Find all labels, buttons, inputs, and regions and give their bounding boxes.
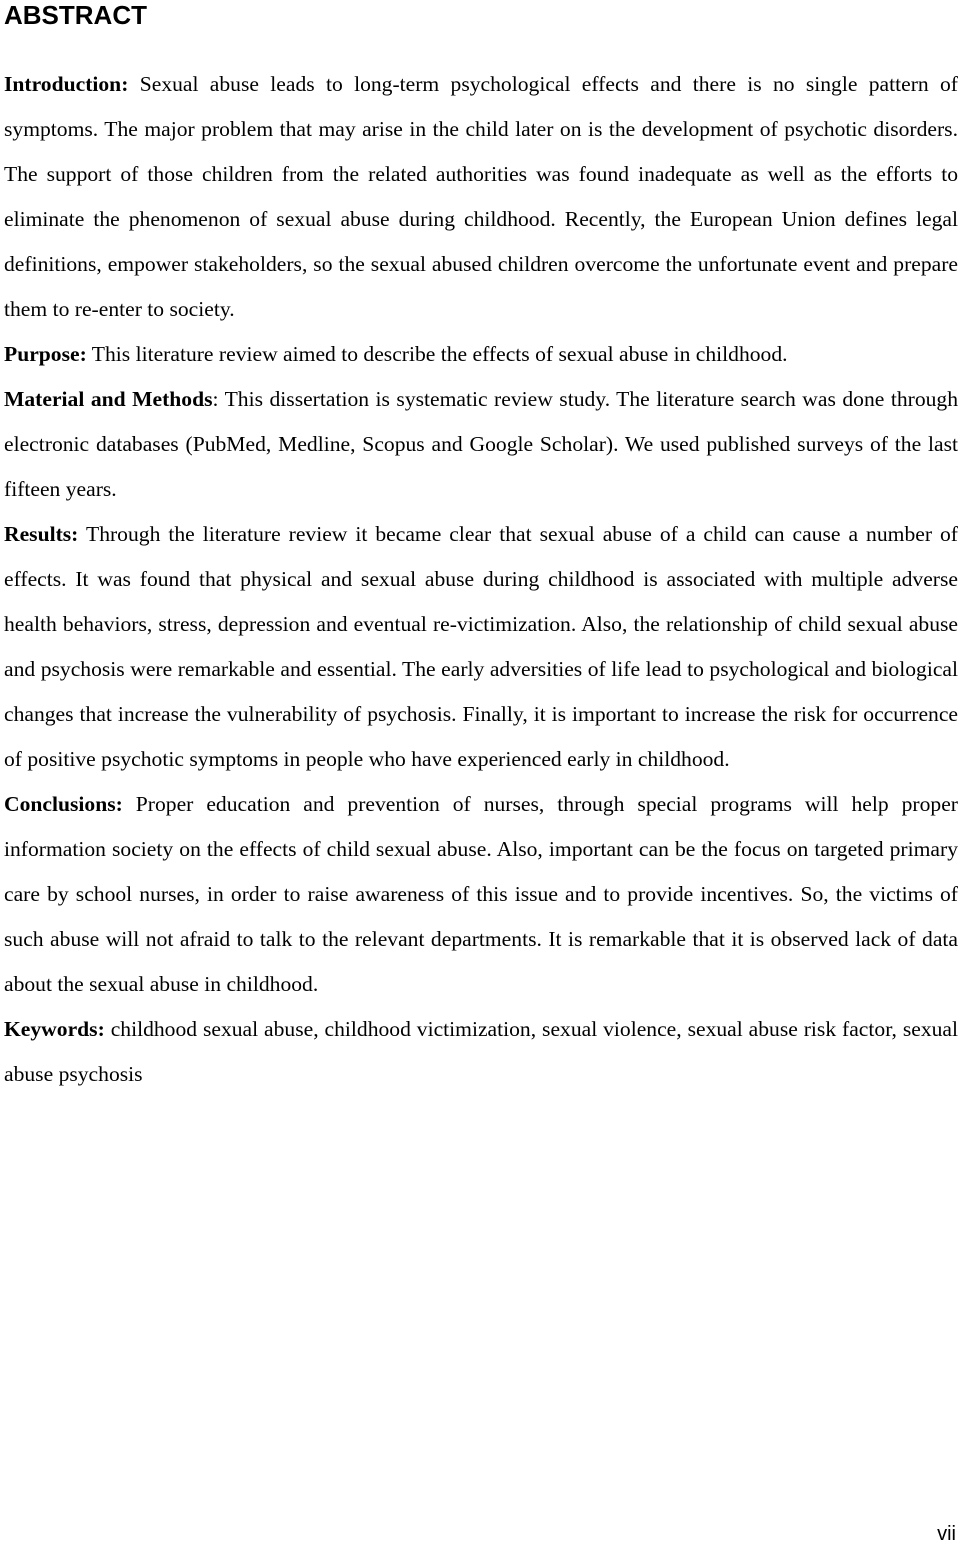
keywords-paragraph xyxy=(4,1007,958,1097)
results-paragraph xyxy=(4,512,958,782)
purpose-paragraph xyxy=(4,332,958,377)
methods-text: : This dissertation is systematic review study. The literature search was done through electronic databases (PubMed, Medline, Scopus and Google Scholar). We used published surveys of the last fifteen years. xyxy=(4,387,959,501)
document-page xyxy=(4,0,958,1097)
conclusions-label: Conclusions: xyxy=(4,792,123,816)
introduction-text: Sexual abuse leads to long-term psychological effects and there is no single pattern of symptoms. The major problem that may arise in the child later on is the development of psychotic disorders. The support of those children from the related authorities was found inadequate as well as the efforts to eliminate the phenomenon of sexual abuse during childhood. Recently, the European Union defines legal definitions, empower stakeholders, so the sexual abused children overcome the unfortunate event and prepare them to re-enter to society. xyxy=(4,72,958,321)
keywords-label: Keywords: xyxy=(4,1017,105,1041)
page-number: vii xyxy=(937,1523,956,1545)
conclusions-text: Proper education and prevention of nurses, through special programs will help proper information society on the effects of child sexual abuse. Also, important can be the focus on targeted primary care by school nurses, in order to raise awareness of this issue and to provide incentives. So, the victims of such abuse will not afraid to talk to the relevant departments. It is remarkable that it is observed lack of data about the sexual abuse in childhood. xyxy=(4,792,958,996)
methods-paragraph xyxy=(4,377,958,512)
results-label: Results: xyxy=(4,522,79,546)
purpose-label: Purpose: xyxy=(4,342,87,366)
keywords-text: childhood sexual abuse, childhood victimization, sexual violence, sexual abuse risk factor, sexual abuse psychosis xyxy=(4,1017,958,1086)
introduction-paragraph xyxy=(4,62,958,332)
conclusions-paragraph xyxy=(4,782,958,1007)
purpose-text: This literature review aimed to describe the effects of sexual abuse in childhood. xyxy=(91,342,788,366)
methods-label: Material and Methods xyxy=(4,387,213,411)
introduction-label: Introduction: xyxy=(4,72,129,96)
page-title: ABSTRACT xyxy=(4,0,147,30)
results-text: Through the literature review it became clear that sexual abuse of a child can cause a number of effects. It was found that physical and sexual abuse during childhood is associated with multiple adverse health behaviors, stress, depression and eventual re-victimization. Also, the relationship of child sexual abuse and psychosis were remarkable and essential. The early adversities of life lead to psychological and biological changes that increase the vulnerability of psychosis. Finally, it is important to increase the risk for occurrence of positive psychotic symptoms in people who have experienced early in childhood. xyxy=(4,522,958,771)
